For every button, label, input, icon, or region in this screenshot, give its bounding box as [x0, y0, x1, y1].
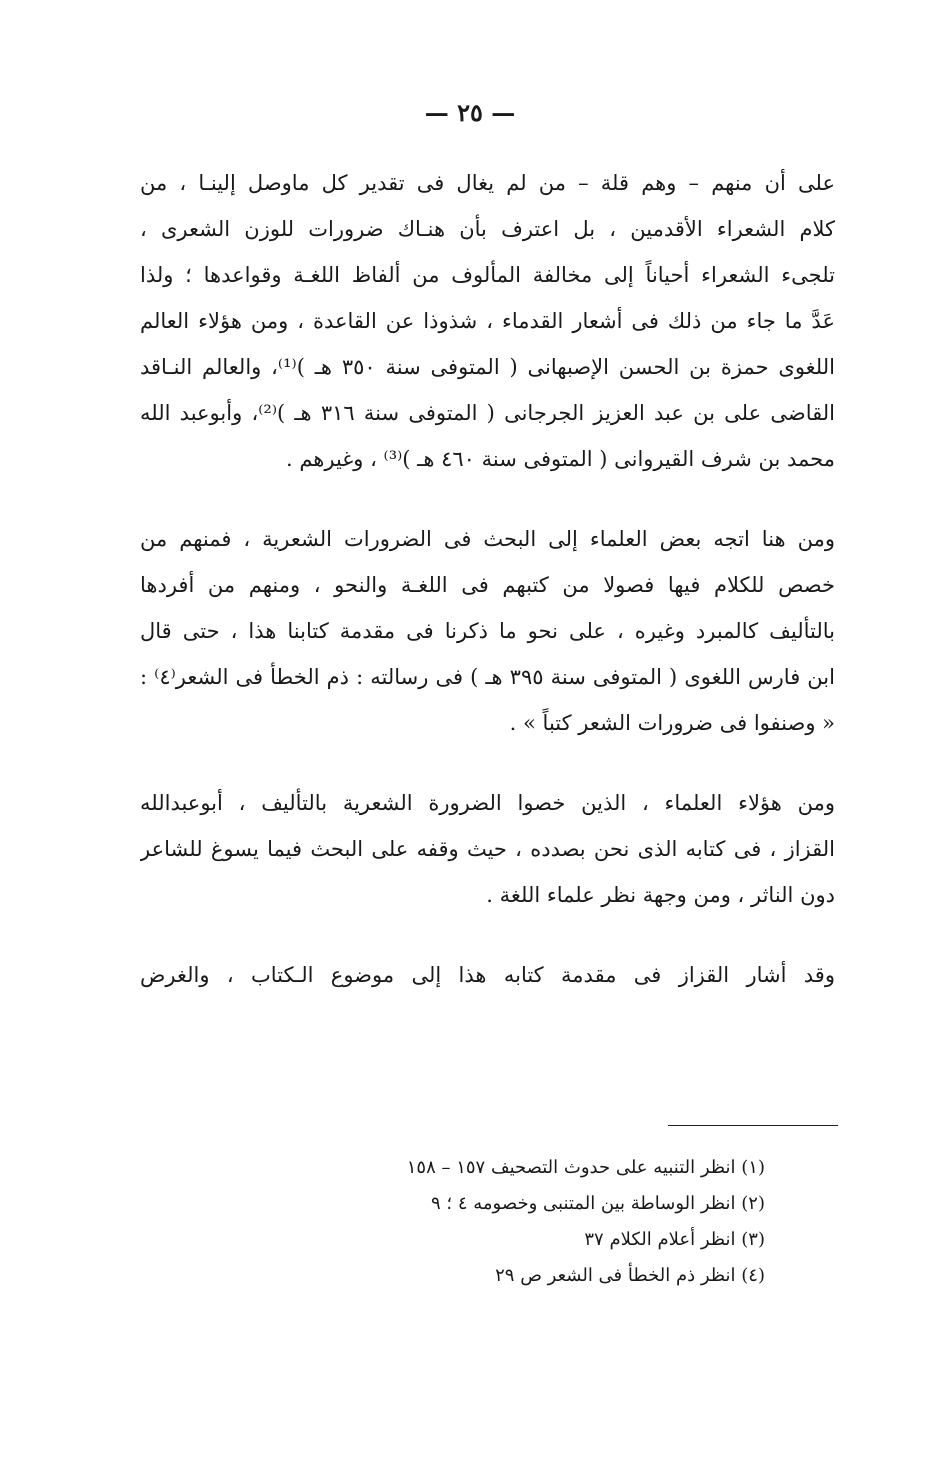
- text-line: ابن فارس اللغوى ( المتوفى سنة ٣٩٥ هـ ) فى رسالته : ذم الخطأ فى الشعر⁽٤⁾ :: [140, 665, 835, 689]
- page-number: — ٢٥ —: [424, 98, 516, 127]
- text-line: القاضى على بن عبد العزيز الجرجانى ( المتوفى سنة ٣١٦ هـ )⁽²⁾، وأبوعبد الله: [140, 401, 835, 425]
- paragraph-4: [140, 952, 835, 998]
- text-line: القزاز ، فى كتابه الذى نحن بصدده ، حيث وقفه على البحث فيما يسوغ للشاعر: [140, 837, 835, 861]
- body-text: [140, 160, 835, 998]
- text-line: كلام الشعراء الأقدمين ، بل اعترف بأن هنـاك ضرورات للوزن الشعرى ،: [140, 217, 835, 241]
- text-line: ومن هنا اتجه بعض العلماء إلى البحث فى الضرورات الشعرية ، فمنهم من: [140, 527, 835, 551]
- text-line: بالتأليف كالمبرد وغيره ، على نحو ما ذكرنا فى مقدمة كتابنا هذا ، حتى قال: [140, 619, 835, 643]
- text-line: على أن منهم – وهم قلة – من لم يغال فى تقدير كل ماوصل إلينـا ، من: [140, 171, 835, 195]
- text-line: وقد أشار القزاز فى مقدمة كتابه هذا إلى موضوع الـكتاب ، والغرض: [140, 963, 835, 987]
- text-line: محمد بن شرف القيروانى ( المتوفى سنة ٤٦٠ هـ )⁽³⁾ ، وغيرهم .: [285, 447, 835, 471]
- text-line: « وصنفوا فى ضرورات الشعر كتباً » .: [509, 711, 835, 735]
- paragraph-1: [140, 160, 835, 482]
- footnote-2: (٢) انظر الوساطة بين المتنبى وخصومه ٤ ؛ ٩: [431, 1193, 765, 1214]
- footnote-divider: [668, 1125, 838, 1126]
- paragraph-2: [140, 516, 835, 746]
- footnote-1: (١) انظر التنبيه على حدوث التصحيف ١٥٧ – ١٥٨: [406, 1157, 765, 1178]
- paragraph-3: [140, 780, 835, 918]
- text-line: خصص للكلام فيها فصولا من كتبهم فى اللغـة والنحو ، ومنهم من أفردها: [140, 573, 835, 597]
- text-line: ومن هؤلاء العلماء ، الذين خصوا الضرورة الشعرية بالتأليف ، أبوعبدالله: [140, 791, 835, 815]
- footnote-4: (٤) انظر ذم الخطأ فى الشعر ص ٢٩: [495, 1265, 765, 1286]
- footnotes: [205, 1150, 765, 1294]
- footnote-3: (٣) انظر أعلام الكلام ٣٧: [584, 1229, 765, 1250]
- text-line: دون الناثر ، ومن وجهة نظر علماء اللغة .: [486, 883, 835, 907]
- text-line: عَدَّ ما جاء من ذلك فى أشعار القدماء ، شذوذا عن القاعدة ، ومن هؤلاء العالم: [140, 309, 835, 333]
- text-line: اللغوى حمزة بن الحسن الإصبهانى ( المتوفى سنة ٣٥٠ هـ )⁽¹⁾، والعالم النـاقد: [140, 355, 835, 379]
- text-line: تلجىء الشعراء أحياناً إلى مخالفة المألوف من ألفاظ اللغـة وقواعدها ؛ ولذا: [140, 263, 835, 287]
